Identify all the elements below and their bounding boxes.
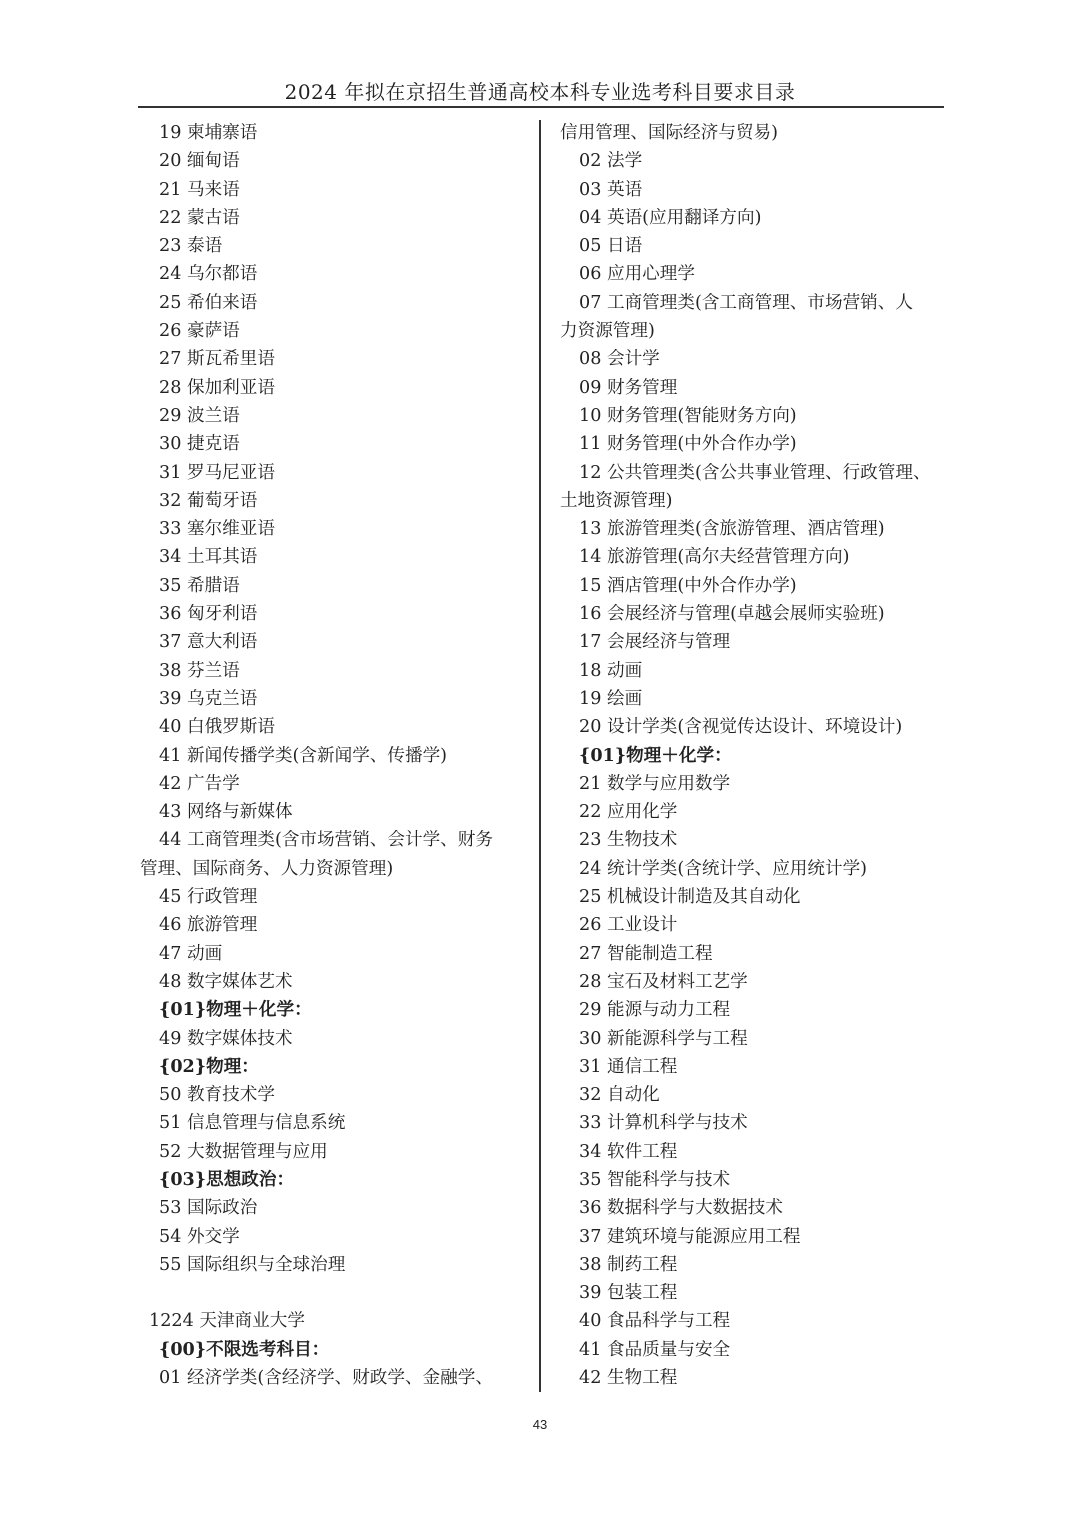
major-item: 51 信息管理与信息系统 [159,1113,346,1134]
major-item: 26 工业设计 [579,915,678,936]
major-item: 33 计算机科学与技术 [579,1113,748,1134]
major-item: 48 数字媒体艺术 [159,971,293,992]
major-item: 07 工商管理类(含工商管理、市场营销、人 [579,292,913,313]
major-item: 18 动画 [579,660,643,681]
major-item: 27 智能制造工程 [579,943,713,964]
major-item: 52 大数据管理与应用 [159,1141,328,1162]
major-item: 03 英语 [579,179,643,200]
major-item: 50 教育技术学 [159,1085,275,1106]
major-item: 44 工商管理类(含市场营销、会计学、财务 [159,830,493,851]
header-rule [138,106,944,108]
major-item: 21 马来语 [159,179,240,200]
column-divider [539,120,541,1392]
major-item: 04 英语(应用翻译方向) [579,207,762,228]
major-item: 01 经济学类(含经济学、财政学、金融学、 [159,1368,493,1389]
major-item: 54 外交学 [159,1226,240,1247]
major-item: 21 数学与应用数学 [579,773,731,794]
major-item: 47 动画 [159,943,223,964]
major-item-continuation: 力资源管理) [560,321,655,342]
major-item: 28 保加利亚语 [159,377,275,398]
subject-requirement-heading: {02}物理： [159,1055,259,1077]
left-column [140,119,530,1392]
major-item: 30 新能源科学与工程 [579,1028,748,1049]
major-item: 40 食品科学与工程 [579,1311,731,1332]
major-item: 42 生物工程 [579,1368,678,1389]
major-item: 38 芬兰语 [159,660,240,681]
major-item: 09 财务管理 [579,377,678,398]
major-item: 37 意大利语 [159,632,258,653]
major-item: 20 缅甸语 [159,151,240,172]
major-item: 23 泰语 [159,236,223,257]
major-item: 40 白俄罗斯语 [159,717,275,738]
major-item: 29 波兰语 [159,405,240,426]
major-item: 31 罗马尼亚语 [159,462,275,483]
major-item: 28 宝石及材料工艺学 [579,971,748,992]
major-item: 32 自动化 [579,1085,660,1106]
major-item: 29 能源与动力工程 [579,1000,731,1021]
major-item: 14 旅游管理(高尔夫经营管理方向) [579,547,850,568]
school-heading: 1224 天津商业大学 [149,1311,305,1332]
major-item: 25 希伯来语 [159,292,258,313]
major-item: 33 塞尔维亚语 [159,519,275,540]
major-item: 32 葡萄牙语 [159,490,258,511]
major-item: 39 乌克兰语 [159,688,258,709]
major-item: 41 食品质量与安全 [579,1339,731,1360]
blank-spacer [140,1279,530,1307]
subject-requirement-heading: {01}物理＋化学： [159,999,312,1021]
major-item: 34 土耳其语 [159,547,258,568]
major-item: 43 网络与新媒体 [159,802,293,823]
major-item: 53 国际政治 [159,1198,258,1219]
major-item: 19 柬埔寨语 [159,123,258,143]
page-number: 43 [532,1417,548,1432]
major-item: 35 希腊语 [159,575,240,596]
right-column [560,119,950,1392]
major-item-continuation: 管理、国际商务、人力资源管理) [140,858,394,879]
major-item: 23 生物技术 [579,830,678,851]
major-item: 31 通信工程 [579,1056,678,1077]
major-item: 11 财务管理(中外合作办学) [579,434,797,455]
major-item: 36 匈牙利语 [159,604,258,625]
major-item: 55 国际组织与全球治理 [159,1254,346,1275]
subject-requirement-heading: {01}物理＋化学： [579,744,732,766]
major-item: 19 绘画 [579,688,643,709]
subject-requirement-heading: {00}不限选考科目： [159,1338,330,1360]
major-item: 24 统计学类(含统计学、应用统计学) [579,858,868,879]
major-item: 42 广告学 [159,773,240,794]
major-item: 08 会计学 [579,349,660,370]
major-item: 35 智能科学与技术 [579,1169,731,1190]
major-item-continuation: 信用管理、国际经济与贸易) [560,123,778,143]
major-item: 22 蒙古语 [159,207,240,228]
major-item: 41 新闻传播学类(含新闻学、传播学) [159,745,448,766]
major-item: 30 捷克语 [159,434,240,455]
major-item: 24 乌尔都语 [159,264,258,285]
page-header-title: 2024 年拟在京招生普通高校本科专业选考科目要求目录 [284,80,796,104]
major-item: 36 数据科学与大数据技术 [579,1198,783,1219]
major-item: 06 应用心理学 [579,264,695,285]
major-item: 05 日语 [579,236,643,257]
major-item: 45 行政管理 [159,887,258,908]
major-item: 20 设计学类(含视觉传达设计、环境设计) [579,717,903,738]
major-item: 46 旅游管理 [159,915,258,936]
major-item: 26 豪萨语 [159,321,240,342]
major-item: 39 包装工程 [579,1283,678,1304]
major-item: 13 旅游管理类(含旅游管理、酒店管理) [579,519,885,540]
major-item: 38 制药工程 [579,1254,678,1275]
subject-requirement-heading: {03}思想政治： [159,1168,295,1190]
major-item: 12 公共管理类(含公共事业管理、行政管理、 [579,462,931,483]
major-item: 02 法学 [579,151,643,172]
major-item: 25 机械设计制造及其自动化 [579,887,801,908]
major-item: 37 建筑环境与能源应用工程 [579,1226,801,1247]
major-item: 10 财务管理(智能财务方向) [579,405,797,426]
major-item: 27 斯瓦希里语 [159,349,275,370]
major-item: 22 应用化学 [579,802,678,823]
major-item: 49 数字媒体技术 [159,1028,293,1049]
major-item-continuation: 土地资源管理) [560,490,673,511]
major-item: 15 酒店管理(中外合作办学) [579,575,797,596]
major-item: 34 软件工程 [579,1141,678,1162]
major-item: 17 会展经济与管理 [579,632,731,653]
major-item: 16 会展经济与管理(卓越会展师实验班) [579,604,885,625]
